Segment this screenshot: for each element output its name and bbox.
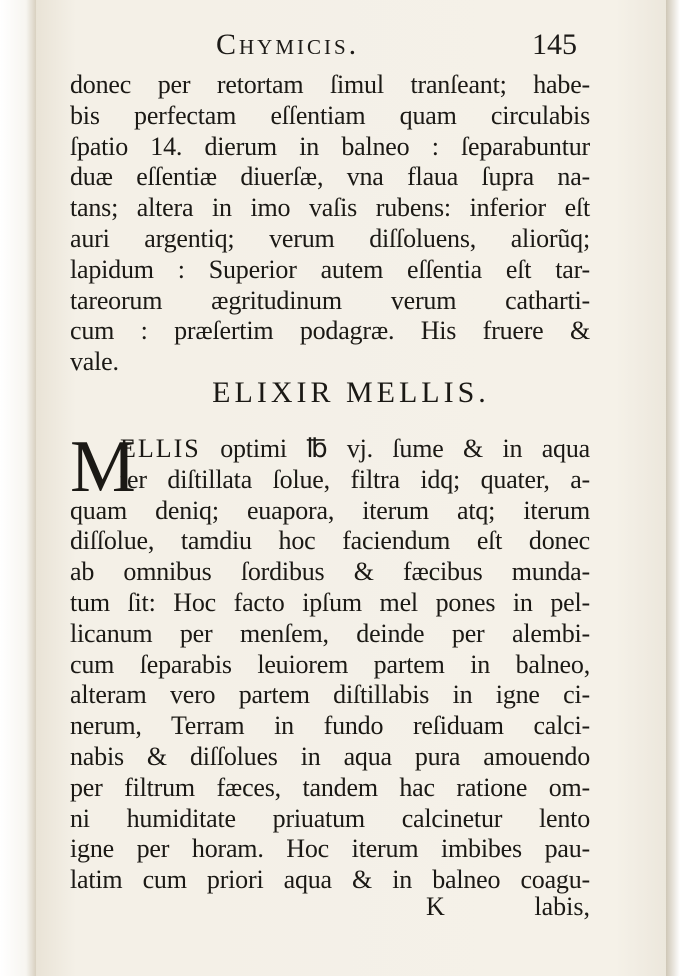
catchword: labis, [534,892,590,921]
drop-cap: M [70,426,136,508]
text-line: quam deniq; euapora, iterum atq; iterum [70,495,590,525]
signature-line [70,892,590,922]
text-line: igne per horam. Hoc iterum imbibes pau- [70,834,590,864]
page-number: 145 [532,28,577,61]
signature-mark: K [426,892,445,921]
section-heading: ELIXIR MELLIS. [212,376,490,409]
book-page [36,0,666,976]
page-header [36,26,666,66]
paragraph-1 [70,70,590,378]
text-line: tum ſit: Hoc facto ipſum mel pones in pel- [70,587,590,617]
first-line-rest: optimi ℔ vj. ſume & in aqua [200,434,590,463]
text-line: nabis & diſſolues in aqua pura amouendo [70,741,590,771]
text-line: cum ſeparabis leuiorem partem in balneo, [70,649,590,679]
text-line: per filtrum fæces, tandem hac ratione om- [70,772,590,802]
text-line: cum : præſertim podagræ. His fruere & [70,316,590,346]
text-line: licanum per menſem, deinde per alembi- [70,618,590,648]
text-line: duæ eſſentiæ diuerſæ, vna flaua ſupra na- [70,162,590,192]
text-line-first [120,434,590,465]
text-line: ni humiditate priuatum calcinetur lento [70,803,590,833]
text-line: alteram vero partem diſtillabis in igne ci- [70,680,590,710]
text-line: tans; altera in imo vaſis rubens: inferior eſt [70,193,590,223]
first-word-caps: ELLIS [120,434,201,463]
text-line: ſpatio 14. dierum in balneo : ſeparabuntur [70,131,590,161]
text-line: ter diſtillata ſolue, filtra idq; quater, a- [120,464,590,494]
running-title: Chymicis. [216,28,360,61]
text-line: ab omnibus ſordibus & fæcibus munda- [70,557,590,587]
text-line: donec per retortam ſimul tranſeant; habe- [70,70,590,99]
text-line: nerum, Terram in fundo reſiduam calci- [70,711,590,741]
text-line: latim cum priori aqua & in balneo coagu- [70,865,590,895]
right-margin-strip [666,0,690,976]
text-line: auri argentiq; verum diſſoluens, aliorũq; [70,223,590,253]
text-line: lapidum : Superior autem eſſentia eſt tar- [70,254,590,284]
text-line: tareorum ægritudinum verum catharti- [70,285,590,315]
text-line: vale. [70,347,119,377]
text-line: diſſolue, tamdiu hoc faciendum eſt donec [70,526,590,556]
text-line: bis perfectam eſſentiam quam circulabis [70,100,590,130]
left-margin-strip [0,0,36,976]
paragraph-2 [70,426,590,896]
